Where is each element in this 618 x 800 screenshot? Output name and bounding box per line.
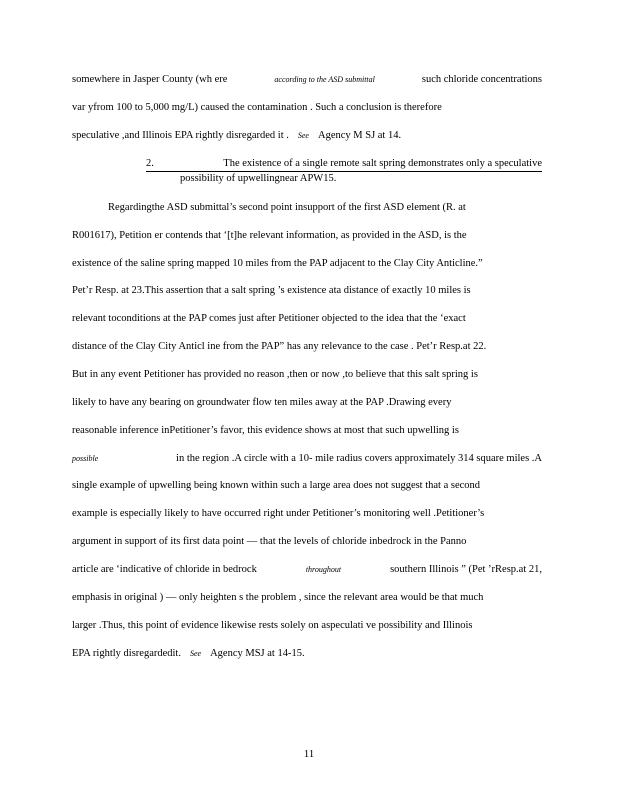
text-segment: such chloride concentrations <box>421 74 542 85</box>
text-line <box>72 452 542 466</box>
text-line <box>72 312 542 326</box>
text-line <box>72 129 542 143</box>
text-line <box>72 535 542 549</box>
text-line <box>72 284 542 298</box>
text-segment: larger .Thus, this point of evidence likewise rests solely on aspeculati ve possibility and Illinois <box>72 620 473 631</box>
text-line <box>72 368 542 382</box>
text-line <box>108 201 542 215</box>
text-segment: article are ‘indicative of chloride in bedrock <box>72 564 257 575</box>
page-number: 11 <box>303 748 315 760</box>
italic-phrase: according to the ASD submittal <box>274 75 375 84</box>
text-segment: distance of the Clay City Anticl ine from the PAP” has any relevance to the case . Pet’r Resp.at 22. <box>72 341 487 352</box>
text-line <box>72 73 542 87</box>
text-segment: existence of the saline spring mapped 10 miles from the PAP adjacent to the Clay City Anticline.” <box>72 258 483 269</box>
text-segment: R001617), Petition er contends that ‘[t]he relevant information, as provided in the ASD, is the <box>72 230 467 241</box>
heading-number: 2. <box>146 158 154 169</box>
italic-possible: possible <box>72 454 99 463</box>
text-segment: var yfrom 100 to 5,000 mg/L) caused the contamination . Such a conclusion is therefore <box>72 102 442 113</box>
text-segment: relevant toconditions at the PAP comes just after Petitioner objected to the idea that the ‘exact <box>72 313 466 324</box>
text-segment: southern Illinois ” (Pet ’rResp.at 21, <box>390 564 542 575</box>
text-segment: single example of upwelling being known within such a large area does not suggest that a second <box>72 480 481 491</box>
text-line <box>72 591 542 605</box>
text-segment: likely to have any bearing on groundwater flow ten miles away at the PAP .Drawing every <box>72 397 452 408</box>
text-line <box>72 229 542 243</box>
text-segment: Agency M SJ at 14. <box>317 130 402 141</box>
text-segment: reasonable inference inPetitioner’s favor, this evidence shows at most that such upwelling is <box>72 425 459 436</box>
text-segment: But in any event Petitioner has provided no reason ,then or now ,to believe that this salt spring is <box>72 369 478 380</box>
text-line <box>72 619 542 633</box>
text-segment: Regardingthe ASD submittal’s second point insupport of the first ASD element (R. at <box>108 202 466 213</box>
text-segment: emphasis in original ) — only heighten s the problem , since the relevant area would be that much <box>72 592 484 603</box>
text-line <box>72 424 542 438</box>
text-segment: Pet’r Resp. at 23.This assertion that a salt spring ’s existence ata distance of exactly 10 miles is <box>72 285 471 296</box>
text-line <box>72 340 542 354</box>
text-segment: in the region .A circle with a 10- mile radius covers approximately 314 square miles .A <box>176 453 542 464</box>
text-segment: example is especially likely to have occurred right under Petitioner’s monitoring well .Petitioner’s <box>72 508 485 519</box>
text-line <box>72 396 542 410</box>
heading-line-1 <box>146 157 542 172</box>
section-heading <box>146 157 542 186</box>
text-line <box>72 563 542 577</box>
text-line <box>72 101 542 115</box>
text-segment: speculative ,and Illinois EPA rightly disregarded it . <box>72 130 289 141</box>
text-segment: Agency MSJ at 14-15. <box>210 648 305 659</box>
italic-see: See <box>189 649 202 658</box>
text-line <box>72 479 542 493</box>
text-segment: EPA rightly disregardedit. <box>72 648 181 659</box>
italic-throughout: throughout <box>305 565 342 574</box>
text-line <box>72 647 542 661</box>
heading-text: The existence of a single remote salt spring demonstrates only a speculative <box>223 158 542 169</box>
italic-see: See <box>297 131 309 140</box>
text-segment: argument in support of its first data point — that the levels of chloride inbedrock in the Panno <box>72 536 467 547</box>
text-segment: somewhere in Jasper County (wh ere <box>72 74 228 85</box>
text-line <box>72 257 542 271</box>
text-line <box>72 507 542 521</box>
heading-line-2: possibility of upwellingnear APW15. <box>180 173 337 184</box>
